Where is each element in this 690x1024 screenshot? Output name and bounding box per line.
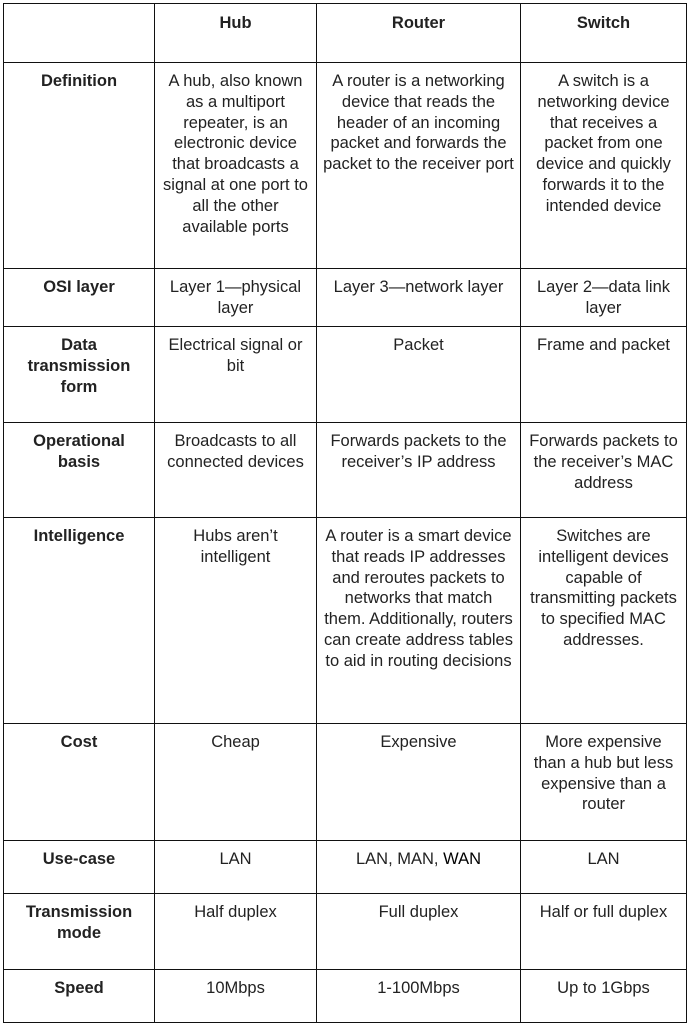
table-row-speed <box>4 970 687 1023</box>
cell-router-intelligence: A router is a smart device that reads IP addresses and reroutes packets to networks that match them. Additionally, routers can create address tables to aid in routing decisions <box>317 518 521 724</box>
cell-switch-data-transmission-form: Frame and packet <box>521 327 687 423</box>
cell-hub-intelligence: Hubs aren’t intelligent <box>155 518 317 724</box>
table-row-intelligence <box>4 518 687 724</box>
table-row-definition <box>4 63 687 269</box>
table-row-osi-layer <box>4 269 687 327</box>
cell-switch-osi-layer: Layer 2—data link layer <box>521 269 687 327</box>
table-row-operational-basis <box>4 423 687 518</box>
cell-switch-operational-basis: Forwards packets to the receiver’s MAC address <box>521 423 687 518</box>
header-switch: Switch <box>521 4 687 63</box>
cell-hub-cost: Cheap <box>155 724 317 841</box>
cell-switch-transmission-mode: Half or full duplex <box>521 894 687 970</box>
row-label-definition: Definition <box>4 63 155 269</box>
cell-hub-operational-basis: Broadcasts to all connected devices <box>155 423 317 518</box>
router-use-case-prefix: LAN, MAN, <box>356 850 444 868</box>
header-row <box>4 4 687 63</box>
cell-switch-use-case: LAN <box>521 841 687 894</box>
cell-switch-definition: A switch is a networking device that receives a packet from one device and quickly forwards it to the intended device <box>521 63 687 269</box>
cell-router-transmission-mode: Full duplex <box>317 894 521 970</box>
row-label-transmission-mode: Transmission mode <box>4 894 155 970</box>
cell-router-data-transmission-form: Packet <box>317 327 521 423</box>
table-row-cost <box>4 724 687 841</box>
cell-hub-speed: 10Mbps <box>155 970 317 1023</box>
cell-switch-intelligence: Switches are intelligent devices capable of transmitting packets to specified MAC addresses. <box>521 518 687 724</box>
comparison-table <box>3 3 687 1023</box>
header-empty-cell <box>4 4 155 63</box>
cell-router-osi-layer: Layer 3—network layer <box>317 269 521 327</box>
row-label-speed: Speed <box>4 970 155 1023</box>
header-router: Router <box>317 4 521 63</box>
cell-switch-cost: More expensive than a hub but less expensive than a router <box>521 724 687 841</box>
cell-router-definition: A router is a networking device that reads the header of an incoming packet and forwards the packet to the receiver port <box>317 63 521 269</box>
router-use-case-wan: WAN <box>443 850 481 868</box>
cell-hub-osi-layer: Layer 1—physical layer <box>155 269 317 327</box>
cell-hub-definition: A hub, also known as a multiport repeater, is an electronic device that broadcasts a signal at one port to all the other available ports <box>155 63 317 269</box>
cell-router-use-case <box>317 841 521 894</box>
row-label-osi-layer: OSI layer <box>4 269 155 327</box>
table-row-use-case <box>4 841 687 894</box>
table-row-transmission-mode <box>4 894 687 970</box>
cell-router-speed: 1-100Mbps <box>317 970 521 1023</box>
row-label-operational-basis: Operational basis <box>4 423 155 518</box>
cell-router-cost: Expensive <box>317 724 521 841</box>
row-label-intelligence: Intelligence <box>4 518 155 724</box>
cell-switch-speed: Up to 1Gbps <box>521 970 687 1023</box>
row-label-data-transmission-form: Data transmission form <box>4 327 155 423</box>
row-label-cost: Cost <box>4 724 155 841</box>
table-row-data-transmission-form <box>4 327 687 423</box>
cell-hub-use-case: LAN <box>155 841 317 894</box>
cell-router-operational-basis: Forwards packets to the receiver’s IP address <box>317 423 521 518</box>
cell-hub-transmission-mode: Half duplex <box>155 894 317 970</box>
row-label-use-case: Use-case <box>4 841 155 894</box>
cell-hub-data-transmission-form: Electrical signal or bit <box>155 327 317 423</box>
header-hub: Hub <box>155 4 317 63</box>
